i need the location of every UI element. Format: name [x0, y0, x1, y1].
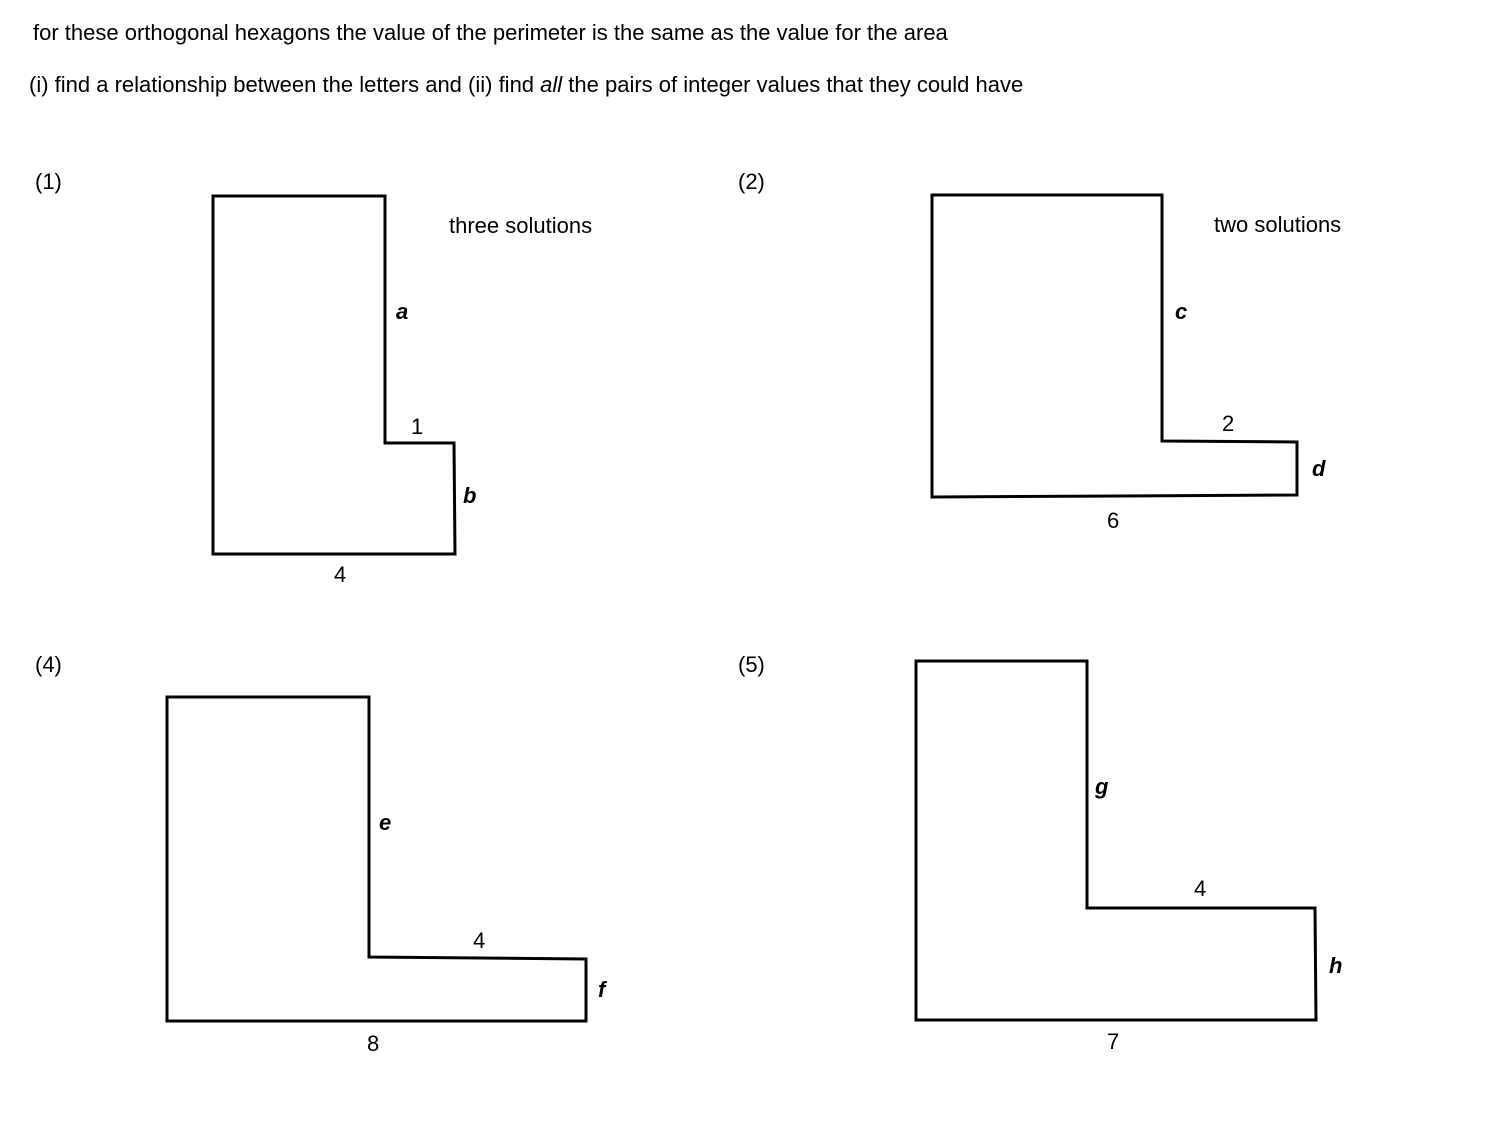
problem-5-label-step-top: 4 [1194, 876, 1207, 901]
problem-1-label-base: 4 [334, 562, 347, 587]
problem-2 [738, 169, 1341, 533]
problem-1-number: (1) [35, 169, 62, 194]
problem-4 [35, 652, 608, 1056]
problem-4-label-step-top: 4 [473, 928, 486, 953]
problem-1-hexagon [213, 196, 455, 554]
problem-2-label-short-side: d [1312, 456, 1326, 481]
problem-4-label-short-side: f [598, 977, 606, 1002]
instruction-line-1: for these orthogonal hexagons the value of the perimeter is the same as the value for the area [33, 20, 948, 45]
problem-4-label-tall-side: e [379, 810, 392, 835]
problem-2-number: (2) [738, 169, 765, 194]
problem-5-label-short-side: h [1329, 953, 1343, 978]
problem-5-hexagon [916, 661, 1316, 1020]
problem-2-hexagon [932, 195, 1297, 497]
instruction-line-2-part2: the pairs of integer values that they could have [562, 72, 1024, 97]
problem-4-label-base: 8 [367, 1031, 380, 1056]
problem-5 [738, 652, 1342, 1054]
problem-5-label-base: 7 [1107, 1029, 1120, 1054]
problem-2-note: two solutions [1214, 212, 1342, 237]
problem-1-label-short-side: b [463, 483, 477, 508]
problem-2-label-base: 6 [1107, 508, 1120, 533]
problem-1-label-tall-side: a [396, 299, 409, 324]
problem-4-hexagon [167, 697, 586, 1021]
problem-5-label-tall-side: g [1095, 774, 1109, 799]
problem-2-label-step-top: 2 [1222, 411, 1235, 436]
problem-4-number: (4) [35, 652, 62, 677]
problem-1 [35, 169, 592, 587]
instruction-emphasis: all [540, 72, 563, 97]
problem-2-label-tall-side: c [1175, 299, 1188, 324]
problem-1-label-step-top: 1 [411, 414, 424, 439]
problem-1-note: three solutions [449, 213, 593, 238]
problem-5-number: (5) [738, 652, 765, 677]
instruction-line-2-part1: (i) find a relationship between the letters and (ii) find [29, 72, 541, 97]
